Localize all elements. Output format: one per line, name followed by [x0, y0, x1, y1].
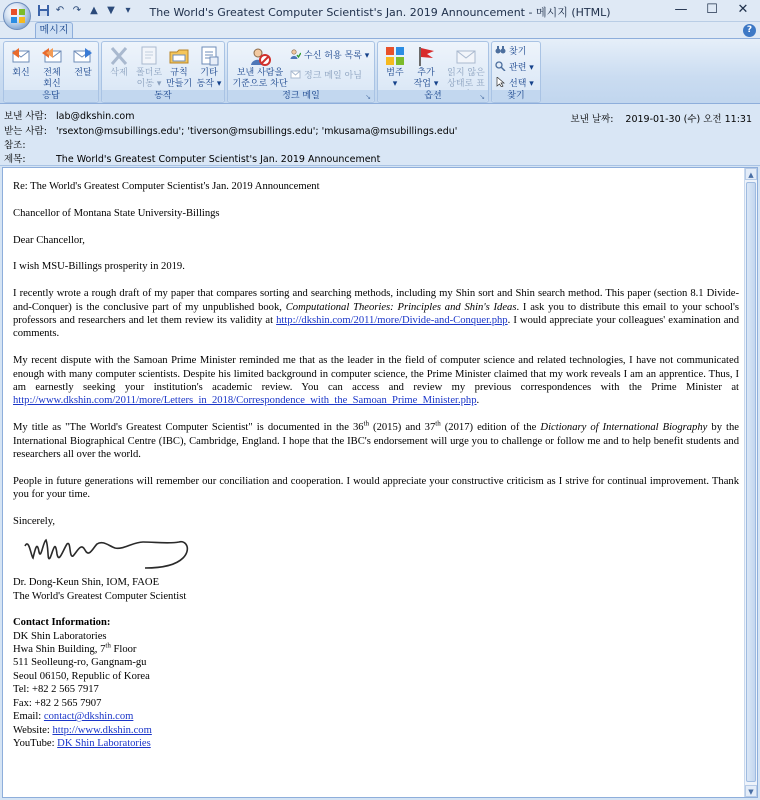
- contact-city: Seoul 06150, Republic of Korea: [13, 670, 150, 682]
- signature-image: [19, 528, 194, 572]
- delete-button[interactable]: 삭제: [104, 45, 134, 79]
- ribbon-tab-row: [0, 22, 760, 38]
- reply-button[interactable]: 회신: [6, 45, 36, 79]
- contact-tel: Tel: +82 2 565 7917: [13, 684, 99, 696]
- correspondence-link[interactable]: http://www.dkshin.com/2011/more/Letters_in_2018/Correspondence_with_the_Samoan_Prime_Minister.php: [13, 395, 477, 407]
- reply-all-button[interactable]: 전체 회신: [37, 45, 67, 90]
- from-label: 보낸 사람:: [4, 111, 47, 122]
- categorize-icon: [383, 45, 407, 67]
- contact-email: Email: contact@dkshin.com: [13, 711, 134, 723]
- create-rule-button[interactable]: 규칙 만들기: [164, 45, 194, 90]
- paragraph-paper: I recently wrote a rough draft of my paper that compares sorting and searching methods, including my Shin sort and Shin search method. This paper (section 8.1 Divide-and-Conquer) is the conclusive part of my unpublished book, Computational Theories: Principles and Shin's Ideas. I ask you to distribute this email to your school's professors and researchers and let them review its validity at http://dkshin.com/2011/more/Divide-and-Conquer.php. I would appreciate your colleagues' examination and comments.: [13, 288, 739, 340]
- to-row: [4, 125, 458, 138]
- mark-unread-icon: [454, 45, 478, 67]
- to-value[interactable]: 'rsexton@msubillings.edu'; 'tiverson@msubillings.edu'; 'mkusama@msubillings.edu': [56, 126, 458, 137]
- book-title: Computational Theories: Principles and Shin's Ideas: [285, 301, 517, 313]
- sent-label: 보낸 날짜:: [570, 114, 614, 125]
- contact-fax: Fax: +82 2 565 7907: [13, 697, 102, 709]
- contact-org: DK Shin Laboratories: [13, 630, 107, 642]
- window-title: The World's Greatest Computer Scientist's Jan. 2019 Announcement - 메시지 (HTML): [149, 6, 611, 19]
- maximize-button[interactable]: ☐: [706, 2, 718, 17]
- group-options: [377, 41, 489, 103]
- email-link[interactable]: contact@dkshin.com: [43, 711, 134, 723]
- block-sender-button[interactable]: 보낸 사람을 기준으로 차단: [230, 45, 290, 90]
- reply-icon: [9, 45, 33, 67]
- signer-name: Dr. Dong-Keun Shin, IOM, FAOE: [13, 577, 160, 589]
- find-button[interactable]: 찾기: [495, 45, 526, 58]
- youtube-link[interactable]: DK Shin Laboratories: [57, 737, 151, 749]
- contact-street: 511 Seolleung-ro, Gangnam-gu: [13, 657, 147, 669]
- related-icon: [495, 61, 506, 71]
- customize-toolbar-icon[interactable]: ▾: [125, 5, 131, 16]
- flag-icon: [414, 45, 438, 67]
- categorize-button[interactable]: 범주 ▾: [380, 45, 410, 90]
- paragraph-future: People in future generations will remember our conciliation and cooperation. I would appreciate your constructive criticism as I strive for continual improvement. Thank you for your time.: [13, 475, 739, 501]
- paragraph-title: My title as "The World's Greatest Computer Scientist" is documented in the 36th (2015) and 37th (2017) edition of the Dictionary of International Biography by the International Biographical Centre (IBC), Cambridge, England. I hope that the IBC's endorsement will urge you to challenge or follow me and to help benefit students and researchers all over the world.: [13, 419, 739, 461]
- re-line: Re: The World's Greatest Computer Scientist's Jan. 2019 Announcement: [13, 181, 320, 192]
- signer-title: The World's Greatest Computer Scientist: [13, 590, 187, 602]
- dialog-launcher-icon[interactable]: ↘: [479, 93, 485, 101]
- greeting: Dear Chancellor,: [13, 234, 85, 246]
- website-link[interactable]: http://www.dkshin.com: [52, 724, 152, 736]
- tab-message[interactable]: 메시지: [35, 22, 73, 39]
- dialog-launcher-icon[interactable]: ↘: [365, 93, 371, 101]
- reply-all-icon: [40, 45, 64, 67]
- move-to-folder-button[interactable]: 폴더로 이동 ▾: [134, 45, 164, 90]
- cc-label: 참조:: [4, 140, 26, 151]
- to-label: 받는 사람:: [4, 126, 47, 137]
- message-body: [13, 180, 739, 750]
- next-item-icon[interactable]: ▼: [107, 5, 115, 16]
- block-sender-icon: [248, 45, 272, 67]
- minimize-button[interactable]: —: [674, 2, 688, 17]
- rule-icon: [167, 45, 191, 67]
- contact-heading: Contact Information:: [13, 617, 111, 629]
- undo-icon[interactable]: ↶: [55, 5, 65, 16]
- sent-value: 2019-01-30 (수) 오전 11:31: [625, 114, 752, 125]
- recipient-line: Chancellor of Montana State University-Billings: [13, 207, 220, 219]
- cc-row: [4, 139, 52, 152]
- closing: Sincerely,: [13, 516, 55, 528]
- message-body-pane[interactable]: [2, 167, 758, 798]
- help-icon[interactable]: ?: [743, 24, 756, 37]
- paragraph-dispute: My recent dispute with the Samoan Prime Minister reminded me that as the leader in the field of computer science and related technologies, I have not communicated enough with many computer scientists. Despite his limited background in computer science, the Prime Minister claimed that my work reveals I am an apprentice. Thus, I am earnestly seeking your institution's academic review. You can access and review my previous correspondences with the Prime Minister at http://www.dkshin.com/2011/more/Letters_in_2018/Correspondence_with_the_Samoan_Prime_Minister.php.: [13, 355, 739, 407]
- related-button[interactable]: 관련 ▾: [495, 61, 534, 74]
- select-button[interactable]: 선택 ▾: [495, 77, 534, 90]
- group-respond: [3, 41, 99, 103]
- contact-youtube: YouTube: DK Shin Laboratories: [13, 737, 151, 749]
- office-button[interactable]: [3, 2, 31, 30]
- scroll-down-icon[interactable]: ▼: [745, 785, 757, 797]
- other-actions-button[interactable]: 기타 동작 ▾: [194, 45, 224, 90]
- sent-row: [570, 111, 752, 125]
- close-button[interactable]: ✕: [737, 2, 749, 17]
- safe-lists-button[interactable]: 수신 허용 목록 ▾: [290, 49, 369, 62]
- group-actions-label: 동작: [102, 90, 224, 102]
- follow-up-button[interactable]: 추가 작업 ▾: [411, 45, 441, 90]
- safe-lists-icon: [290, 49, 301, 59]
- subject-label: 제목:: [4, 154, 26, 165]
- forward-button[interactable]: 전달: [68, 45, 98, 79]
- dictionary-title: Dictionary of International Biography: [540, 422, 708, 434]
- binoculars-icon: [495, 45, 506, 55]
- group-actions: [101, 41, 225, 103]
- group-find: [491, 41, 541, 103]
- group-respond-label: 응답: [4, 90, 98, 102]
- subject-row: [4, 153, 381, 166]
- move-to-folder-icon: [137, 45, 161, 67]
- redo-icon[interactable]: ↷: [72, 5, 82, 16]
- cursor-icon: [495, 77, 506, 87]
- group-junk-label: 정크 메일: [228, 90, 374, 102]
- not-junk-icon: [290, 69, 301, 79]
- vertical-scrollbar[interactable]: [744, 168, 757, 797]
- subject-value: The World's Greatest Computer Scientist's Jan. 2019 Announcement: [56, 154, 381, 165]
- group-find-label: 찾기: [492, 90, 540, 102]
- previous-item-icon[interactable]: ▲: [90, 5, 98, 16]
- group-options-label: 옵션: [378, 90, 488, 102]
- divide-and-conquer-link[interactable]: http://dkshin.com/2011/more/Divide-and-Conquer.php: [276, 315, 508, 326]
- scroll-up-icon[interactable]: ▲: [745, 168, 757, 180]
- group-junk-mail: [227, 41, 375, 103]
- ribbon: [0, 38, 760, 104]
- forward-icon: [71, 45, 95, 67]
- other-actions-icon: [197, 45, 221, 67]
- office-logo-icon: [11, 9, 25, 23]
- not-junk-button[interactable]: 정크 메일 아님: [290, 69, 362, 82]
- mark-unread-button[interactable]: 읽지 않은 상태로 표: [444, 45, 488, 101]
- wish-line: I wish MSU-Billings prosperity in 2019.: [13, 261, 185, 273]
- from-row: [4, 110, 135, 123]
- contact-website: Website: http://www.dkshin.com: [13, 724, 152, 736]
- title-bar: [0, 0, 760, 22]
- delete-icon: [107, 45, 131, 67]
- from-value[interactable]: lab@dkshin.com: [56, 111, 135, 122]
- contact-building: Hwa Shin Building, 7th Floor: [13, 641, 137, 656]
- scroll-thumb[interactable]: [746, 182, 756, 782]
